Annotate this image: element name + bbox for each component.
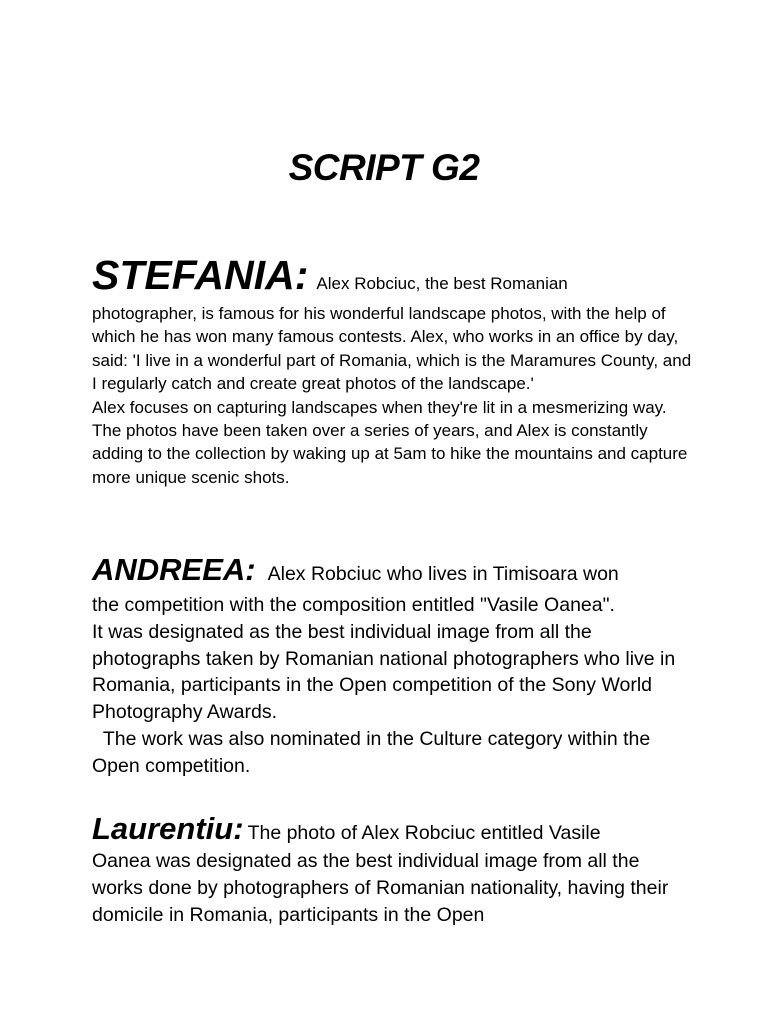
section-first-line bbox=[92, 810, 692, 848]
section-lead-text: Alex Robciuc who lives in Timisoara won bbox=[267, 563, 619, 585]
section-stefania bbox=[92, 250, 692, 489]
section-laurentiu bbox=[92, 810, 692, 928]
paragraph: the competition with the composition entitled "Vasile Oanea". bbox=[92, 594, 615, 616]
paragraph: The photos have been taken over a series of years, and Alex is constantly adding to the collection by waking up at 5am to hike the mountains and capture more unique scenic shots. bbox=[92, 421, 688, 487]
paragraph: photographer, is famous for his wonderful landscape photos, with the help of which he has won many famous contests. Alex, who works in an office by day, said: 'I live in a wonderful part of Romania, which is the Maramures County, and I regularly catch and create great photos of the landscape.' bbox=[92, 304, 692, 394]
paragraph: Alex focuses on capturing landscapes when they're lit in a mesmerizing way. bbox=[92, 397, 667, 417]
section-first-line bbox=[92, 548, 692, 592]
speaker-name: ANDREEA: bbox=[92, 552, 256, 587]
speaker-name: Laurentiu: bbox=[92, 811, 244, 846]
paragraph: Oanea was designated as the best individual image from all the works done by photographers of Romanian nationality, having their domicile in Romania, participants in the Open bbox=[92, 850, 669, 926]
speaker-name: STEFANIA: bbox=[92, 252, 309, 298]
section-lead-text: Alex Robciuc, the best Romanian bbox=[316, 274, 568, 293]
section-andreea bbox=[92, 548, 692, 780]
paragraph: The work was also nominated in the Culture category within the Open competition. bbox=[92, 727, 656, 777]
document-title: SCRIPT G2 bbox=[288, 147, 480, 188]
section-lead-text: The photo of Alex Robciuc entitled Vasile bbox=[247, 822, 601, 844]
section-first-line bbox=[92, 250, 692, 302]
paragraph: It was designated as the best individual image from all the photographs taken by Romanian national photographers who live in Romania, participants in the Open competition of the Sony World Photography Awards. bbox=[92, 620, 676, 724]
